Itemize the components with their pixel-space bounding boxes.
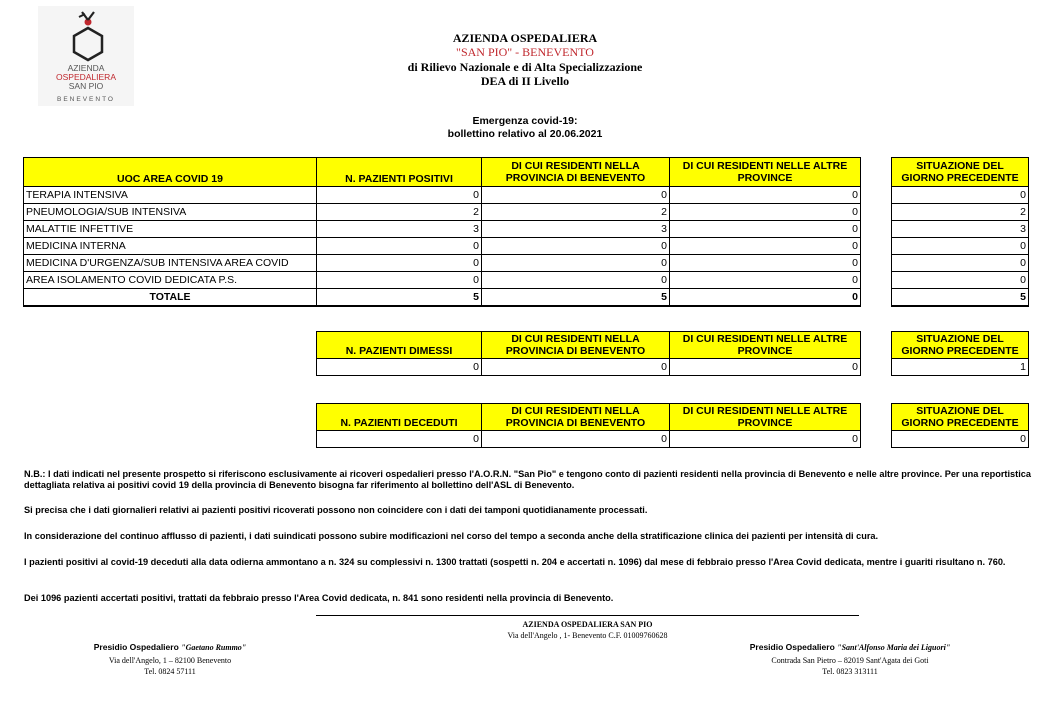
discharged-header-other: DI CUI RESIDENTI NELLE ALTRE PROVINCE xyxy=(670,332,861,359)
deceased-other-value: 0 xyxy=(670,431,861,448)
table-row xyxy=(892,187,1029,204)
logo-line-2: OSPEDALIERA xyxy=(56,72,116,82)
footer-address: Via dell'Angelo , 1- Benevento C.F. 01009760628 xyxy=(507,631,668,640)
prev-day-table xyxy=(891,157,1029,307)
footer-divider xyxy=(316,615,859,616)
table-row xyxy=(892,238,1029,255)
cell-pos: 0 xyxy=(317,255,482,272)
cell-bn: 0 xyxy=(482,187,670,204)
footer-left-presidio xyxy=(40,642,300,653)
cell-bn: 0 xyxy=(482,255,670,272)
deceased-prev-value: 0 xyxy=(892,431,1029,448)
col-header-prev: SITUAZIONE DEL GIORNO PRECEDENTE xyxy=(892,158,1029,187)
deceased-prev-header: SITUAZIONE DEL GIORNO PRECEDENTE xyxy=(892,404,1029,431)
cell-other: 0 xyxy=(670,204,861,221)
cell-prev: 0 xyxy=(892,255,1029,272)
table-row xyxy=(24,187,861,204)
footer-right-presidio xyxy=(700,642,1000,653)
table-row xyxy=(892,221,1029,238)
discharged-header-bn: DI CUI RESIDENTI NELLA PROVINCIA DI BENEVENTO xyxy=(482,332,670,359)
cell-other: 0 xyxy=(670,272,861,289)
cell-pos: 0 xyxy=(317,238,482,255)
table-row xyxy=(892,272,1029,289)
footer-left-tel: Tel. 0824 57111 xyxy=(144,667,196,676)
footer-left-title: Presidio Ospedaliero xyxy=(93,642,182,652)
note-residenti: Dei 1096 pazienti accertati positivi, trattati da febbraio presso l'Area Covid dedicata, n. 841 sono residenti nella provincia di Benevento. xyxy=(24,593,614,603)
cell-prev: 2 xyxy=(892,204,1029,221)
cell-other: 0 xyxy=(670,255,861,272)
deceased-prev-table xyxy=(891,403,1029,448)
header-hospital-name: "SAN PIO" - BENEVENTO xyxy=(456,45,594,59)
table-row xyxy=(24,238,861,255)
deceased-header-bn: DI CUI RESIDENTI NELLA PROVINCIA DI BENEVENTO xyxy=(482,404,670,431)
footer-right-address: Contrada San Pietro – 82019 Sant'Agata dei Goti xyxy=(771,656,929,665)
cell-other: 0 xyxy=(670,238,861,255)
cell-pos: 0 xyxy=(317,187,482,204)
cell-bn: 2 xyxy=(482,204,670,221)
cell-prev: 0 xyxy=(892,272,1029,289)
main-covid-table xyxy=(23,157,861,307)
discharged-value: 0 xyxy=(317,359,482,376)
footer-right-title: Presidio Ospedaliero xyxy=(749,642,838,652)
footer-right-name: "Sant'Alfonso Maria dei Liguori" xyxy=(837,643,951,652)
deceased-table xyxy=(316,403,861,448)
bulletin-title: Emergenza covid-19: xyxy=(472,115,578,127)
total-prev: 5 xyxy=(892,289,1029,307)
table-row xyxy=(892,255,1029,272)
cell-prev: 3 xyxy=(892,221,1029,238)
total-row xyxy=(892,289,1029,307)
table-row xyxy=(24,221,861,238)
cell-other: 0 xyxy=(670,221,861,238)
cell-name: MEDICINA INTERNA xyxy=(24,238,317,255)
footer-left-address: Via dell'Angelo, 1 – 82100 Benevento xyxy=(108,656,232,665)
deceased-header: N. PAZIENTI DECEDUTI xyxy=(317,404,482,431)
total-bn: 5 xyxy=(482,289,670,307)
cell-bn: 3 xyxy=(482,221,670,238)
header-subtitle: di Rilievo Nazionale e di Alta Specializzazione xyxy=(407,60,643,74)
total-row xyxy=(24,289,861,307)
header-org-name: AZIENDA OSPEDALIERA xyxy=(452,31,598,45)
deceased-header-other: DI CUI RESIDENTI NELLE ALTRE PROVINCE xyxy=(670,404,861,431)
table-row xyxy=(24,255,861,272)
deceased-bn-value: 0 xyxy=(482,431,670,448)
cell-name: AREA ISOLAMENTO COVID DEDICATA P.S. xyxy=(24,272,317,289)
logo-line-4: BENEVENTO xyxy=(57,96,115,103)
cell-name: MALATTIE INFETTIVE xyxy=(24,221,317,238)
cell-bn: 0 xyxy=(482,272,670,289)
table-row xyxy=(24,272,861,289)
cell-pos: 2 xyxy=(317,204,482,221)
logo-line-3: SAN PIO xyxy=(68,81,104,91)
cell-prev: 0 xyxy=(892,187,1029,204)
discharged-table xyxy=(316,331,861,376)
table-row xyxy=(24,204,861,221)
footer-right-tel: Tel. 0823 313111 xyxy=(822,667,878,676)
total-name: TOTALE xyxy=(24,289,317,307)
total-other: 0 xyxy=(670,289,861,307)
col-header-res-other: DI CUI RESIDENTI NELLE ALTRE PROVINCE xyxy=(670,158,861,187)
hospital-logo xyxy=(38,6,134,106)
footer-org: AZIENDA OSPEDALIERA SAN PIO xyxy=(522,620,653,629)
cell-name: MEDICINA D'URGENZA/SUB INTENSIVA AREA COVID xyxy=(24,255,317,272)
cell-pos: 3 xyxy=(317,221,482,238)
total-pos: 5 xyxy=(317,289,482,307)
footer-left-name: "Gaetano Rummo" xyxy=(181,643,247,652)
bulletin-date: bollettino relativo al 20.06.2021 xyxy=(447,128,603,140)
cell-pos: 0 xyxy=(317,272,482,289)
col-header-uoc: UOC AREA COVID 19 xyxy=(24,158,317,187)
header-dea-level: DEA di II Livello xyxy=(480,74,570,88)
discharged-other-value: 0 xyxy=(670,359,861,376)
table-row xyxy=(892,204,1029,221)
cell-name: PNEUMOLOGIA/SUB INTENSIVA xyxy=(24,204,317,221)
note-deceduti: I pazienti positivi al covid-19 deceduti alla data odierna ammontano a n. 324 su complessivi n. 1300 trattati (sospetti n. 204 e accertati n. 1096) dal mese di febbraio presso l'Area Covid dedicata, mentre i guariti risultano n. 760. xyxy=(24,557,1006,567)
cell-other: 0 xyxy=(670,187,861,204)
cell-name: TERAPIA INTENSIVA xyxy=(24,187,317,204)
discharged-header: N. PAZIENTI DIMESSI xyxy=(317,332,482,359)
col-header-positive: N. PAZIENTI POSITIVI xyxy=(317,158,482,187)
note-nb: N.B.: I dati indicati nel presente prospetto si riferiscono esclusivamente ai ricoveri ospedalieri presso l'A.O.R.N. "San Pio" e tengono conto di pazienti residenti nella provincia di Benevento e nelle altre province. Per una reportistica dettagliata relativa ai positivi covid 19 della provincia di Benevento bisogna far riferimento al bollettino dell'ASL di Benevento. xyxy=(24,469,1031,490)
discharged-bn-value: 0 xyxy=(482,359,670,376)
discharged-prev-header: SITUAZIONE DEL GIORNO PRECEDENTE xyxy=(892,332,1029,359)
discharged-prev-value: 1 xyxy=(892,359,1029,376)
cell-prev: 0 xyxy=(892,238,1029,255)
logo-line-1: AZIENDA xyxy=(67,63,105,73)
hexagon-logo-icon xyxy=(68,10,108,62)
note-modifiche: In considerazione del continuo afflusso di pazienti, i dati suindicati possono subire modificazioni nel corso del tempo a seconda anche della stratificazione clinica dei pazienti per intensità di cura. xyxy=(24,531,879,541)
col-header-res-bn: DI CUI RESIDENTI NELLA PROVINCIA DI BENEVENTO xyxy=(482,158,670,187)
cell-bn: 0 xyxy=(482,238,670,255)
deceased-value: 0 xyxy=(317,431,482,448)
note-tamponi: Si precisa che i dati giornalieri relativi ai pazienti positivi ricoverati possono non coincidere con i dati dei tamponi quotidianamente processati. xyxy=(24,505,648,515)
discharged-prev-table xyxy=(891,331,1029,376)
